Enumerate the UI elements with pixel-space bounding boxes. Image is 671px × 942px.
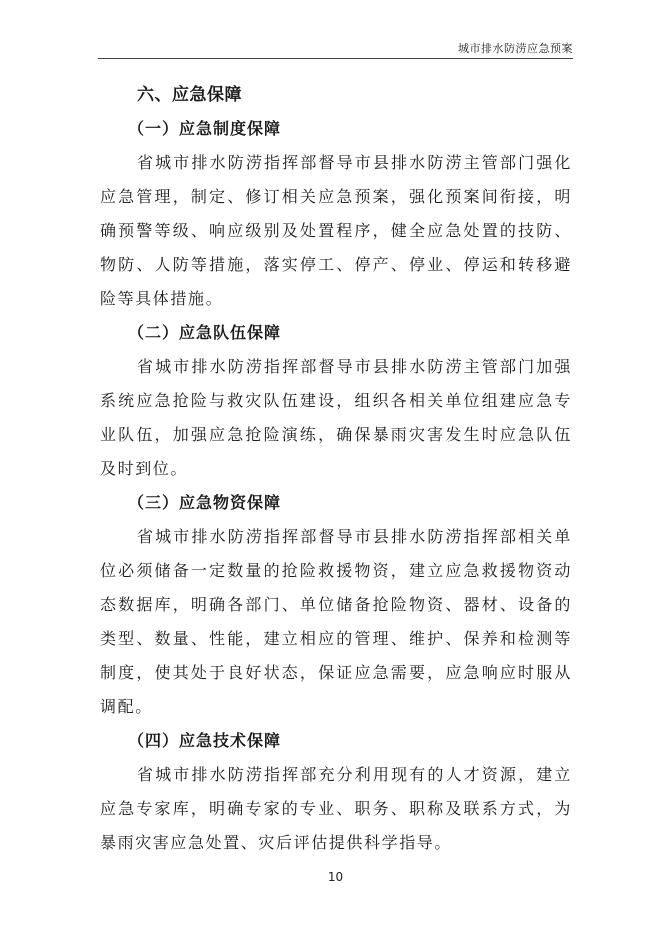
running-header: 城市排水防涝应急预案 [458,42,573,55]
section-title: 六、应急保障 [137,85,242,105]
subsection-title-2: （二）应急队伍保障 [128,323,282,342]
header-divider [98,58,573,59]
subsection-body-4: 省城市排水防涝指挥部充分利用现有的人才资源，建立应急专家库，明确专家的专业、职务、职称及联系方式，为暴雨灾害应急处置、灾后评估提供科学指导。 [100,765,572,852]
subsection-title-3: （三）应急物资保障 [128,493,282,512]
subsection-body-1: 省城市排水防涝指挥部督导市县排水防涝主管部门强化应急管理，制定、修订相关应急预案，强化预案间衔接，明确预警等级、响应级别及处置程序，健全应急处置的技防、物防、人防等措施，落实停工、停产、停业、停运和转移避险等具体措施。 [100,153,572,308]
subsection-body-3: 省城市排水防涝指挥部督导市县排水防涝指挥部相关单位必须储备一定数量的抢险救援物资，建立应急救援物资动态数据库，明确各部门、单位储备抢险物资、器材、设备的类型、数量、性能，建立相应的管理、维护、保养和检测等制度，使其处于良好状态，保证应急需要，应急响应时服从调配。 [100,527,572,716]
page-number: 10 [327,870,344,884]
subsection-body-2: 省城市排水防涝指挥部督导市县排水防涝主管部门加强系统应急抢险与救灾队伍建设，组织各相关单位组建应急专业队伍，加强应急抢险演练，确保暴雨灾害发生时应急队伍及时到位。 [100,357,572,478]
subsection-title-4: （四）应急技术保障 [128,731,282,750]
page-content [100,78,572,860]
subsection-title-1: （一）应急制度保障 [128,119,282,138]
